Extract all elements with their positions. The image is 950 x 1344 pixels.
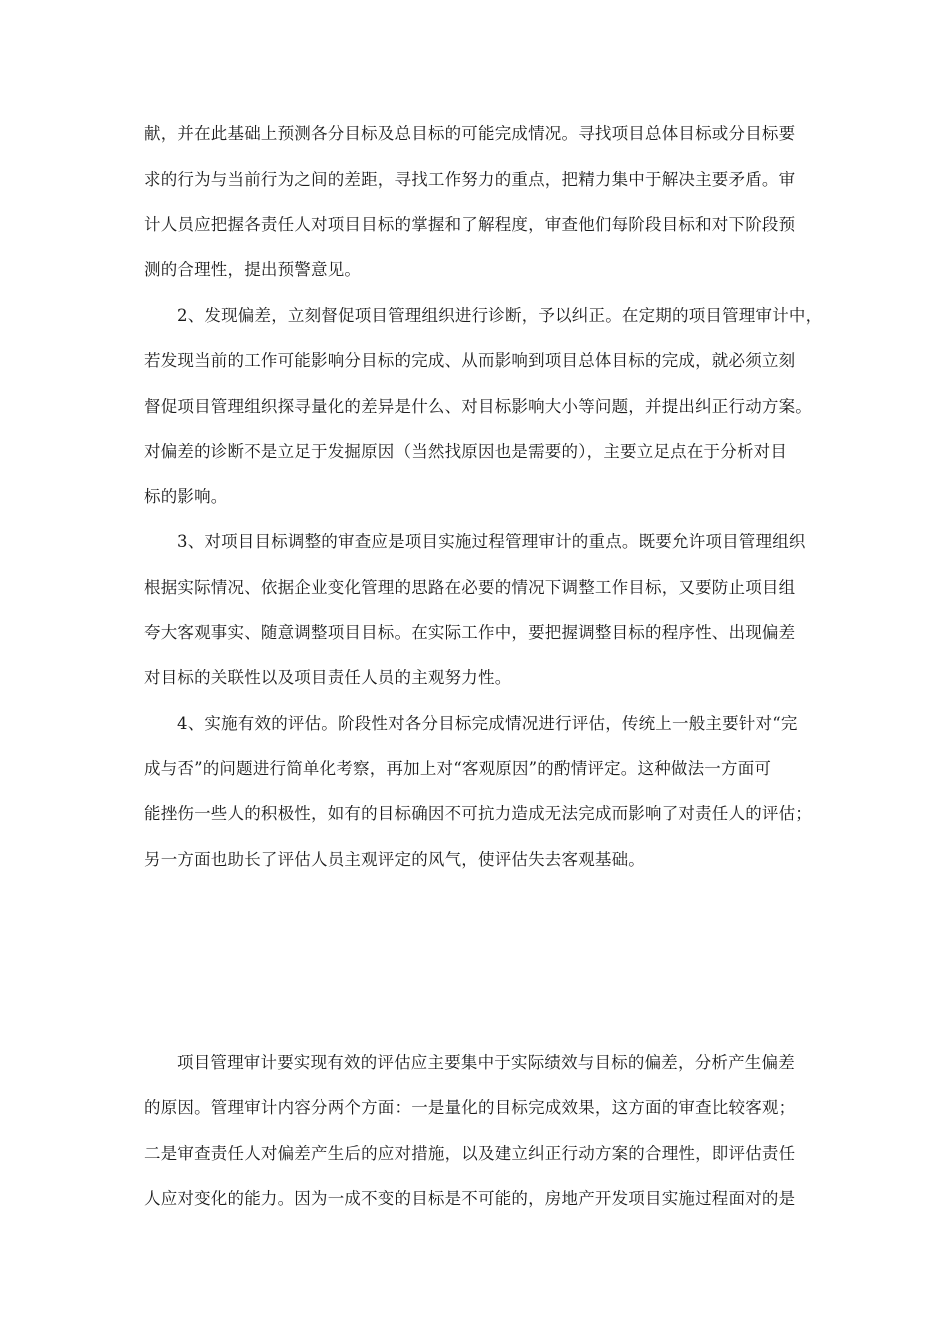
paragraph-4-start: 4、实施有效的评估。阶段性对各分目标完成情况进行评估，传统上一般主要针对“完 — [177, 714, 798, 733]
text-line: 献，并在此基础上预测各分目标及总目标的可能完成情况。寻找项目总体目标或分目标要 — [144, 124, 796, 143]
text-line: 求的行为与当前行为之间的差距，寻找工作努力的重点，把精力集中于解决主要矛盾。审 — [144, 170, 796, 189]
text-line: 成与否”的问题进行简单化考察，再加上对“客观原因”的酌情评定。这种做法一方面可 — [144, 759, 772, 778]
text-line: 对目标的关联性以及项目责任人员的主观努力性。 — [144, 668, 512, 687]
text-line: 根据实际情况、依据企业变化管理的思路在必要的情况下调整工作目标，又要防止项目组 — [144, 578, 796, 597]
text-line: 测的合理性，提出预警意见。 — [144, 260, 362, 279]
text-line: 夸大客观事实、随意调整项目目标。在实际工作中，要把握调整目标的程序性、出现偏差 — [144, 623, 796, 642]
text-line: 人应对变化的能力。因为一成不变的目标是不可能的，房地产开发项目实施过程面对的是 — [144, 1189, 796, 1208]
text-line: 能挫伤一些人的积极性，如有的目标确因不可抗力造成无法完成而影响了对责任人的评估； — [144, 804, 812, 823]
text-line: 二是审查责任人对偏差产生后的应对措施，以及建立纠正行动方案的合理性，即评估责任 — [144, 1144, 796, 1163]
paragraph-2-start: 2、发现偏差，立刻督促项目管理组织进行诊断，予以纠正。在定期的项目管理审计中， — [177, 306, 823, 325]
text-line: 的原因。管理审计内容分两个方面：一是量化的目标完成效果，这方面的审查比较客观； — [144, 1098, 796, 1117]
text-line: 督促项目管理组织探寻量化的差异是什么、对目标影响大小等问题，并提出纠正行动方案。 — [144, 397, 812, 416]
text-line: 标的影响。 — [144, 487, 228, 506]
paragraph-5-start: 项目管理审计要实现有效的评估应主要集中于实际绩效与目标的偏差，分析产生偏差 — [177, 1053, 795, 1072]
text-line: 另一方面也助长了评估人员主观评定的风气，使评估失去客观基础。 — [144, 850, 645, 869]
text-line: 若发现当前的工作可能影响分目标的完成、从而影响到项目总体目标的完成，就必须立刻 — [144, 351, 796, 370]
text-line: 计人员应把握各责任人对项目目标的掌握和了解程度，审查他们每阶段目标和对下阶段预 — [144, 215, 796, 234]
paragraph-3-start: 3、对项目目标调整的审查应是项目实施过程管理审计的重点。既要允许项目管理组织 — [177, 532, 806, 551]
text-line: 对偏差的诊断不是立足于发掘原因（当然找原因也是需要的），主要立足点在于分析对目 — [144, 442, 788, 461]
